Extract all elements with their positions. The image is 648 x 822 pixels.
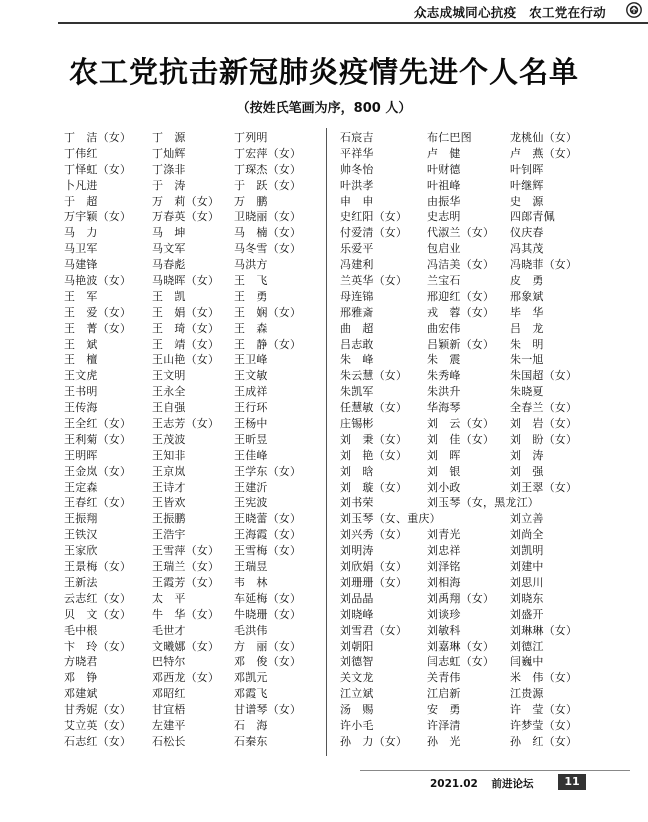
- person-name: 马建锋: [64, 258, 98, 272]
- person-name: 刘思川: [510, 575, 544, 589]
- journal-name: 前进论坛: [491, 778, 534, 790]
- person-name: 冯其茂: [510, 242, 544, 256]
- header-slogan: 众志成城同心抗疫 农工党在行动: [413, 5, 606, 20]
- person-name: 冯晓菲（女）: [510, 258, 578, 272]
- person-name: 王浩宇: [152, 528, 186, 542]
- person-name: 王雪萍（女）: [152, 544, 220, 558]
- person-name: 皮 勇: [510, 274, 544, 288]
- person-name: 龙桃仙（女）: [510, 131, 578, 144]
- person-name: 汤 赐: [340, 703, 374, 717]
- person-name: 王春红（女）: [64, 496, 132, 510]
- person-name: 王山艳（女）: [152, 353, 220, 367]
- person-name: 兰英华（女）: [340, 274, 408, 288]
- person-name: 太 平: [152, 591, 186, 605]
- person-name: 王 娴（女）: [234, 305, 302, 319]
- person-name: 刘 强: [510, 464, 544, 478]
- person-name: 万 鹏: [234, 194, 268, 208]
- person-name: 王铁汉: [64, 528, 98, 542]
- person-name: 马晓晖（女）: [152, 274, 220, 288]
- person-name: 朱国超（女）: [510, 369, 578, 383]
- person-name: 甘宜梧: [152, 703, 186, 717]
- person-name: 庄锡彬: [340, 417, 374, 431]
- person-name: 华海琴: [427, 401, 461, 415]
- person-name: 马艳波（女）: [64, 274, 132, 288]
- person-name: 朱 峰: [340, 353, 374, 367]
- person-name: 毛中根: [64, 623, 98, 637]
- person-name: 刘立善: [510, 512, 544, 526]
- person-name: 牛 华（女）: [152, 607, 220, 621]
- person-name: 刘 岩（女）: [510, 417, 578, 431]
- person-name: 叶财德: [427, 162, 461, 176]
- person-name: 朱秀峰: [427, 369, 461, 383]
- person-name: 关文龙: [340, 671, 374, 685]
- person-name: 曲 超: [340, 321, 374, 335]
- person-name: 丁 源: [152, 131, 186, 144]
- person-name: 邢雅斎: [340, 305, 374, 319]
- person-name: 王振翔: [64, 512, 98, 526]
- person-name: 马 坤: [152, 226, 186, 240]
- person-name: 王志芳（女）: [152, 417, 220, 431]
- person-name: 方晓君: [64, 655, 98, 669]
- person-name: 朱凯军: [340, 385, 374, 399]
- person-name: 丁琛杰（女）: [234, 162, 302, 176]
- person-name: 代淑兰（女）: [427, 226, 495, 240]
- person-name: 刘玉琴（女、重庆）: [340, 512, 441, 526]
- person-name: 石秦东: [234, 734, 268, 748]
- person-name: 孙 力（女）: [340, 734, 408, 748]
- name-list: [0, 130, 648, 760]
- person-name: 王家欣: [64, 544, 98, 558]
- person-name: 方 丽（女）: [234, 639, 302, 653]
- person-name: 兰宝石: [427, 274, 461, 288]
- person-name: 刘书荣: [340, 496, 374, 510]
- person-name: 叶洪孝: [340, 178, 374, 192]
- person-name: 邢象斌: [510, 289, 544, 303]
- person-name: 马 楠（女）: [234, 226, 302, 240]
- person-name: 王晓蕾（女）: [234, 512, 302, 526]
- person-name: 王永全: [152, 385, 186, 399]
- person-name: 王瑞昱: [234, 560, 268, 574]
- person-name: 王振鹏: [152, 512, 186, 526]
- person-name: 刘尚全: [510, 528, 544, 542]
- person-name: 王京岚: [152, 464, 186, 478]
- person-name: 丁灿辉: [152, 146, 186, 160]
- person-name: 王杨中: [234, 417, 268, 431]
- person-name: 王昕昱: [234, 432, 268, 446]
- person-name: 王卫峰: [234, 353, 268, 367]
- person-name: 王文明: [152, 369, 186, 383]
- person-name: 史红阳（女）: [340, 210, 408, 224]
- person-name: 王学东（女）: [234, 464, 302, 478]
- person-name: 许小毛: [340, 718, 374, 732]
- person-name: 江贵源: [510, 687, 544, 701]
- person-name: 刘欣娟（女）: [340, 560, 408, 574]
- person-name: 米 伟（女）: [510, 671, 578, 685]
- person-name: 包启业: [427, 242, 461, 256]
- person-name: 王 静（女）: [234, 337, 302, 351]
- person-name: 刘 秉（女）: [340, 432, 408, 446]
- person-name: 刘禹翔（女）: [427, 591, 495, 605]
- person-name: 刘王翠（女）: [510, 480, 578, 494]
- person-name: 王 爱（女）: [64, 305, 132, 319]
- name-column: [340, 130, 441, 750]
- person-name: 刘盛开: [510, 607, 544, 621]
- person-name: 毛洪伟: [234, 623, 268, 637]
- page-title: 农工党抗击新冠肺炎疫情先进个人名单: [68, 55, 579, 89]
- person-name: 刘 佳（女）: [427, 432, 495, 446]
- person-name: 王 琦（女）: [152, 321, 220, 335]
- person-name: 王海霞（女）: [234, 528, 302, 542]
- person-name: 刘玉琴（女，黑龙江）: [427, 496, 539, 510]
- person-name: 邓西龙（女）: [152, 671, 220, 685]
- person-name: 邓建斌: [64, 687, 98, 701]
- person-name: 刘朝阳: [340, 639, 374, 653]
- person-name: 孙 红（女）: [510, 734, 578, 748]
- person-name: 刘泽铭: [427, 560, 461, 574]
- person-name: 王 斌: [64, 337, 98, 351]
- person-name: 丁涤非: [152, 162, 186, 176]
- person-name: 平祥华: [340, 146, 374, 160]
- person-name: 史志明: [427, 210, 461, 224]
- person-name: 刘相海: [427, 575, 461, 589]
- person-name: 左建平: [152, 718, 186, 732]
- person-name: 马文军: [152, 242, 186, 256]
- person-name: 万春英（女）: [152, 210, 220, 224]
- person-name: 刘兴秀（女）: [340, 528, 408, 542]
- person-name: 刘 盼（女）: [510, 432, 578, 446]
- person-name: 王 森: [234, 321, 268, 335]
- person-name: 刘德江: [510, 639, 544, 653]
- person-name: 毕 华: [510, 305, 544, 319]
- person-name: 刘 璇（女）: [340, 480, 408, 494]
- person-name: 王瑞兰（女）: [152, 560, 220, 574]
- person-name: 丁宏萍（女）: [234, 146, 302, 160]
- person-name: 刘 晖: [427, 448, 461, 462]
- person-name: 马洪方: [234, 258, 268, 272]
- person-name: 布仁巴图: [427, 131, 472, 144]
- person-name: 王传海: [64, 401, 98, 415]
- person-name: 叶钊晖: [510, 162, 544, 176]
- person-name: 邓 俊（女）: [234, 655, 302, 669]
- person-name: 王全红（女）: [64, 417, 132, 431]
- person-name: 四郎青佩: [510, 210, 555, 224]
- person-name: 牛晓珊（女）: [234, 607, 302, 621]
- person-name: 闫巍中: [510, 655, 544, 669]
- person-name: 刘 艳（女）: [340, 448, 408, 462]
- page-subtitle: （按姓氏笔画为序，800 人）: [236, 101, 412, 116]
- person-name: 石松长: [152, 734, 186, 748]
- person-name: 许梦莹（女）: [510, 718, 578, 732]
- person-name: 朱 震: [427, 353, 461, 367]
- person-name: 万 莉（女）: [152, 194, 220, 208]
- person-name: 刘嘉琳（女）: [427, 639, 495, 653]
- person-name: 于 涛: [152, 178, 186, 192]
- person-name: 刘 云（女）: [427, 417, 495, 431]
- column-divider: [326, 128, 327, 756]
- person-name: 王皆欢: [152, 496, 186, 510]
- person-name: 王 勇: [234, 289, 268, 303]
- person-name: 朱云慧（女）: [340, 369, 408, 383]
- person-name: 朱洪升: [427, 385, 461, 399]
- person-name: 帅冬怡: [340, 162, 374, 176]
- person-name: 王佳峰: [234, 448, 268, 462]
- person-name: 王建沂: [234, 480, 268, 494]
- person-name: 甘秀妮（女）: [64, 703, 132, 717]
- person-name: 石宸吉: [340, 131, 374, 144]
- person-name: 刘小政: [427, 480, 461, 494]
- person-name: 贝 文（女）: [64, 607, 132, 621]
- person-name: 卢 燕（女）: [510, 146, 578, 160]
- person-name: 吕颖新（女）: [427, 337, 495, 351]
- person-name: 王雪梅（女）: [234, 544, 302, 558]
- person-name: 乐爱平: [340, 242, 374, 256]
- person-name: 王 娟（女）: [152, 305, 220, 319]
- person-name: 史 源: [510, 194, 544, 208]
- person-name: 丁伟红: [64, 146, 98, 160]
- person-name: 王 凯: [152, 289, 186, 303]
- issue-date: 2021.02: [430, 778, 478, 790]
- person-name: 邓霞飞: [234, 687, 268, 701]
- person-name: 闫志虹（女）: [427, 655, 495, 669]
- person-name: 万宇颖（女）: [64, 210, 132, 224]
- person-name: 王宪波: [234, 496, 268, 510]
- person-name: 石 海: [234, 718, 268, 732]
- person-name: 戎 蓉（女）: [427, 305, 495, 319]
- person-name: 曲宏伟: [427, 321, 461, 335]
- person-name: 邓昭红: [152, 687, 186, 701]
- person-name: 于 跃（女）: [234, 178, 302, 192]
- person-name: 马冬雪（女）: [234, 242, 302, 256]
- person-name: 朱 明: [510, 337, 544, 351]
- person-name: 仪庆春: [510, 226, 544, 240]
- person-name: 邓 铮: [64, 671, 98, 685]
- person-name: 刘琳琳（女）: [510, 623, 578, 637]
- person-name: 王诗才: [152, 480, 186, 494]
- person-name: 冯建利: [340, 258, 374, 272]
- person-name: 江启新: [427, 687, 461, 701]
- person-name: 母连锦: [340, 289, 374, 303]
- person-name: 王 檀: [64, 353, 98, 367]
- person-name: 王 靖（女）: [152, 337, 220, 351]
- person-name: 云志红（女）: [64, 591, 132, 605]
- person-name: 毛世才: [152, 623, 186, 637]
- name-column: [64, 130, 160, 750]
- party-emblem-icon: [626, 2, 642, 18]
- person-name: 邓凯元: [234, 671, 268, 685]
- person-name: 王 菁（女）: [64, 321, 132, 335]
- person-name: 江立斌: [340, 687, 374, 701]
- person-name: 许泽清: [427, 718, 461, 732]
- person-name: 叶祖峰: [427, 178, 461, 192]
- person-name: 由振华: [427, 194, 461, 208]
- person-name: 王自强: [152, 401, 186, 415]
- person-name: 任慧敏（女）: [340, 401, 408, 415]
- person-name: 全春兰（女）: [510, 401, 578, 415]
- person-name: 甘谱琴（女）: [234, 703, 302, 717]
- person-name: 刘建中: [510, 560, 544, 574]
- person-name: 吕志敢: [340, 337, 374, 351]
- person-name: 孙 光: [427, 734, 461, 748]
- person-name: 王行环: [234, 401, 268, 415]
- person-name: 王 军: [64, 289, 98, 303]
- person-name: 刘 银: [427, 464, 461, 478]
- person-name: 王明晖: [64, 448, 98, 462]
- person-name: 丁列明: [234, 131, 268, 144]
- person-name: [510, 495, 606, 511]
- person-name: 刘德智: [340, 655, 374, 669]
- person-name: 邢迎红（女）: [427, 289, 495, 303]
- page-header: [0, 0, 648, 22]
- person-name: 刘忠祥: [427, 544, 461, 558]
- person-name: 王 飞: [234, 274, 268, 288]
- person-name: 马 力: [64, 226, 98, 240]
- person-name: 丁怿虹（女）: [64, 162, 132, 176]
- person-name: 王金岚（女）: [64, 464, 132, 478]
- person-name: 丁 洁（女）: [64, 131, 132, 144]
- footer-rule: [360, 770, 630, 771]
- person-name: 朱一旭: [510, 353, 544, 367]
- person-name: 刘凯明: [510, 544, 544, 558]
- person-name: 王景梅（女）: [64, 560, 132, 574]
- person-name: 马卫军: [64, 242, 98, 256]
- person-name: 刘青光: [427, 528, 461, 542]
- person-name: 王茂波: [152, 432, 186, 446]
- person-name: 付爱清（女）: [340, 226, 408, 240]
- person-name: 刘品晶: [340, 591, 374, 605]
- person-name: 于 超: [64, 194, 98, 208]
- person-name: 卞 玲（女）: [64, 639, 132, 653]
- person-name: 韦 林: [234, 575, 268, 589]
- person-name: 许 莹（女）: [510, 703, 578, 717]
- person-name: 王文虎: [64, 369, 98, 383]
- person-name: 王文敏: [234, 369, 268, 383]
- person-name: 王新法: [64, 575, 98, 589]
- person-name: 刘谈珍: [427, 607, 461, 621]
- person-name: 车延梅（女）: [234, 591, 302, 605]
- person-name: 刘珊珊（女）: [340, 575, 408, 589]
- person-name: 刘 涛: [510, 448, 544, 462]
- person-name: 刘明涛: [340, 544, 374, 558]
- person-name: 冯洁美（女）: [427, 258, 495, 272]
- person-name: 王利菊（女）: [64, 432, 132, 446]
- person-name: 关青伟: [427, 671, 461, 685]
- person-name: 王知非: [152, 448, 186, 462]
- person-name: 刘敏科: [427, 623, 461, 637]
- person-name: 巴特尔: [152, 655, 186, 669]
- person-name: 刘雪君（女）: [340, 623, 408, 637]
- name-column: [510, 130, 606, 750]
- person-name: 马春彪: [152, 258, 186, 272]
- person-name: 石志红（女）: [64, 734, 132, 748]
- person-name: 刘晓峰: [340, 607, 374, 621]
- person-name: 王定森: [64, 480, 98, 494]
- person-name: 朱晓夏: [510, 385, 544, 399]
- person-name: 吕 龙: [510, 321, 544, 335]
- person-name: 文曦娜（女）: [152, 639, 220, 653]
- person-name: 刘晓东: [510, 591, 544, 605]
- person-name: 卢 健: [427, 146, 461, 160]
- person-name: 卜凡进: [64, 178, 98, 192]
- header-rule: [58, 22, 648, 24]
- person-name: 王霞芳（女）: [152, 575, 220, 589]
- person-name: 刘 晗: [340, 464, 374, 478]
- person-name: 艾立英（女）: [64, 718, 132, 732]
- person-name: 王成祥: [234, 385, 268, 399]
- page-number: 11: [558, 774, 586, 790]
- person-name: 申 申: [340, 194, 374, 208]
- page-footer: [430, 776, 533, 791]
- person-name: [427, 511, 523, 527]
- person-name: 卫晓丽（女）: [234, 210, 302, 224]
- name-column: [234, 130, 330, 750]
- person-name: 安 勇: [427, 703, 461, 717]
- person-name: 王书明: [64, 385, 98, 399]
- person-name: 叶继辉: [510, 178, 544, 192]
